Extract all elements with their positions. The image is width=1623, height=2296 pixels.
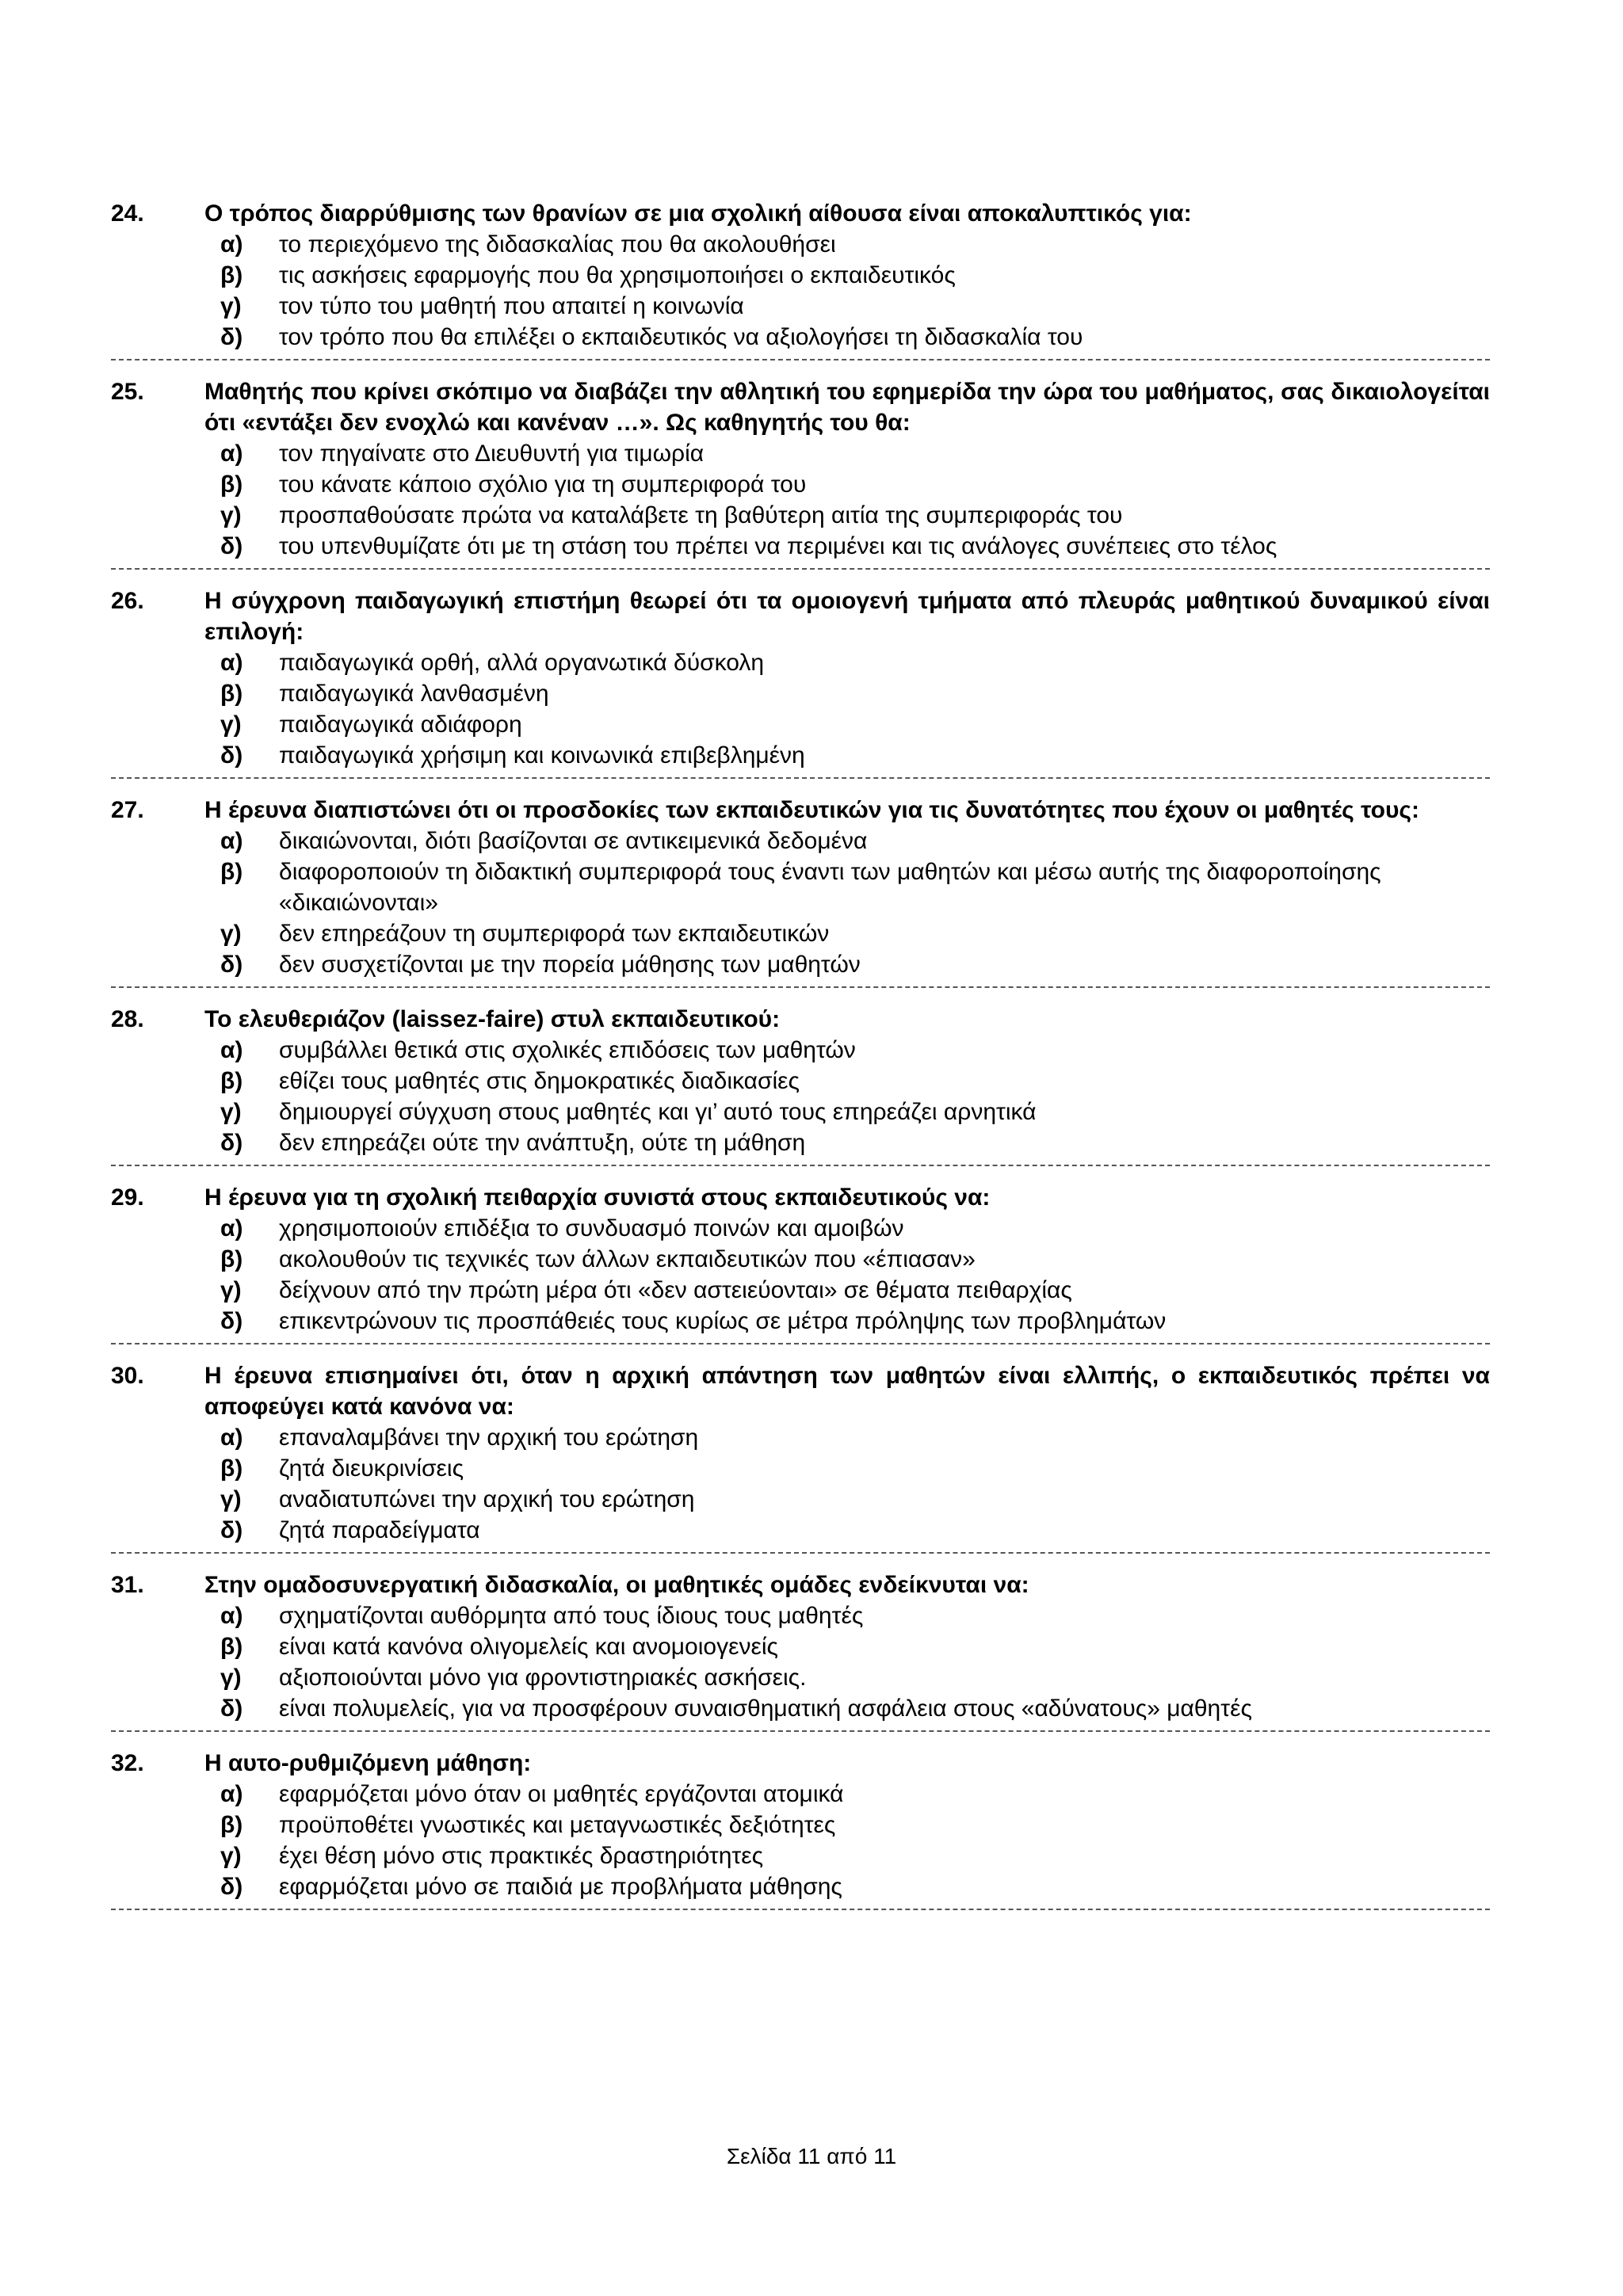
option-letter: α) — [220, 1037, 243, 1063]
option-text: το περιεχόμενο της διδασκαλίας που θα ακολουθήσει — [279, 231, 836, 257]
answer-option — [220, 500, 1490, 531]
option-letter: α) — [220, 441, 243, 467]
page-footer — [0, 2144, 1623, 2169]
question-number: 26. — [111, 588, 144, 614]
question-number: 30. — [111, 1363, 144, 1389]
option-letter: δ) — [220, 1308, 243, 1334]
question-block — [111, 372, 1490, 570]
option-letter: β) — [220, 1068, 243, 1094]
option-text: χρησιμοποιούν επιδέξια το συνδυασμό ποινών και αμοιβών — [279, 1215, 904, 1241]
option-letter: α) — [220, 828, 243, 854]
question-header — [111, 1748, 1490, 1779]
option-letter: γ) — [220, 1277, 242, 1303]
question-list — [111, 193, 1490, 1921]
option-text: ζητά παραδείγματα — [279, 1517, 480, 1543]
option-letter: α) — [220, 231, 243, 257]
option-letter: γ) — [220, 1486, 242, 1512]
question-block — [111, 1565, 1490, 1732]
option-text: τον πηγαίνατε στο Διευθυντή για τιμωρία — [279, 441, 705, 467]
option-letter: β) — [220, 1634, 243, 1660]
question-stem: Η σύγχρονη παιδαγωγική επιστήμη θεωρεί ότι τα ομοιογενή τμήματα από πλευράς μαθητικού δυναμικού είναι επιλογή: — [204, 588, 1490, 645]
option-letter: α) — [220, 1425, 243, 1451]
question-header — [111, 198, 1490, 229]
answer-option — [220, 1244, 1490, 1275]
option-letter: δ) — [220, 1695, 243, 1722]
option-text: εφαρμόζεται μόνο σε παιδιά με προβλήματα μάθησης — [279, 1874, 842, 1900]
option-letter: α) — [220, 1215, 243, 1241]
question-stem: Το ελευθεριάζον (laissez-faire) στυλ εκπαιδευτικού: — [204, 1006, 781, 1032]
question-block — [111, 790, 1490, 988]
answer-option — [220, 709, 1490, 740]
option-text: του κάνατε κάποιο σχόλιο για τη συμπεριφορά του — [279, 471, 807, 498]
option-text: τον τύπο του μαθητή που απαιτεί η κοινωνία — [279, 293, 744, 319]
option-letter: α) — [220, 1603, 243, 1629]
option-text: τις ασκήσεις εφαρμογής που θα χρησιμοποιήσει ο εκπαιδευτικός — [279, 262, 956, 288]
option-text: δεν επηρεάζει ούτε την ανάπτυξη, ούτε τη μάθηση — [279, 1130, 806, 1156]
question-block — [111, 1356, 1490, 1554]
answer-option — [220, 826, 1490, 856]
option-letter: β) — [220, 681, 243, 707]
option-text: έχει θέση μόνο στις πρακτικές δραστηριότητες — [279, 1843, 764, 1869]
question-block — [111, 193, 1490, 360]
question-number: 32. — [111, 1750, 144, 1776]
question-stem: Μαθητής που κρίνει σκόπιμο να διαβάζει την αθλητική του εφημερίδα την ώρα του μαθήματος, σας δικαιολογείται ότι «εντάξει δεν ενοχλώ και κανέναν …». Ως καθηγητής του θα: — [204, 379, 1490, 436]
option-letter: β) — [220, 859, 243, 885]
option-text: ακολουθούν τις τεχνικές των άλλων εκπαιδευτικών που «έπιασαν» — [279, 1246, 976, 1272]
option-letter: β) — [220, 1246, 243, 1272]
option-text: δεν επηρεάζουν τη συμπεριφορά των εκπαιδευτικών — [279, 921, 830, 947]
option-text: είναι κατά κανόνα ολιγομελείς και ανομοιογενείς — [279, 1634, 778, 1660]
option-letter: γ) — [220, 502, 242, 528]
question-number: 29. — [111, 1184, 144, 1211]
option-text: σχηματίζονται αυθόρμητα από τους ίδιους τους μαθητές — [279, 1603, 864, 1629]
option-letter: δ) — [220, 1130, 243, 1156]
question-stem: Η αυτο-ρυθμιζόμενη μάθηση: — [204, 1750, 532, 1776]
question-number: 25. — [111, 379, 144, 405]
option-text: συμβάλλει θετικά στις σχολικές επιδόσεις των μαθητών — [279, 1037, 856, 1063]
answer-option — [220, 1810, 1490, 1840]
question-number: 24. — [111, 200, 144, 227]
option-letter: α) — [220, 650, 243, 676]
option-letter: β) — [220, 471, 243, 498]
answer-option — [220, 1453, 1490, 1484]
option-letter: δ) — [220, 1874, 243, 1900]
answer-option — [220, 1631, 1490, 1662]
question-stem: Η έρευνα επισημαίνει ότι, όταν η αρχική απάντηση των μαθητών είναι ελλιπής, ο εκπαιδευτικός πρέπει να αποφεύγει κατά κανόνα να: — [204, 1363, 1490, 1420]
option-letter: γ) — [220, 1099, 242, 1125]
answer-option — [220, 1035, 1490, 1066]
answer-option — [220, 291, 1490, 322]
option-text: προϋποθέτει γνωστικές και μεταγνωστικές δεξιότητες — [279, 1812, 836, 1838]
option-letter: α) — [220, 1781, 243, 1807]
answer-option — [220, 1693, 1490, 1724]
option-text: αναδιατυπώνει την αρχική του ερώτηση — [279, 1486, 695, 1512]
option-letter: δ) — [220, 1517, 243, 1543]
question-stem: Η έρευνα για τη σχολική πειθαρχία συνιστά στους εκπαιδευτικούς να: — [204, 1184, 991, 1211]
question-block — [111, 581, 1490, 779]
option-text: παιδαγωγικά χρήσιμη και κοινωνικά επιβεβλημένη — [279, 742, 805, 769]
answer-option — [220, 531, 1490, 562]
question-header — [111, 1004, 1490, 1035]
option-text: προσπαθούσατε πρώτα να καταλάβετε τη βαθύτερη αιτία της συμπεριφοράς του — [279, 502, 1123, 528]
answer-option — [220, 1840, 1490, 1871]
option-text: παιδαγωγικά ορθή, αλλά οργανωτικά δύσκολη — [279, 650, 765, 676]
option-text: δικαιώνονται, διότι βασίζονται σε αντικειμενικά δεδομένα — [279, 828, 868, 854]
answer-option — [220, 1306, 1490, 1337]
option-text: παιδαγωγικά αδιάφορη — [279, 711, 522, 738]
answer-option — [220, 469, 1490, 500]
option-letter: γ) — [220, 1665, 242, 1691]
option-text: είναι πολυμελείς, για να προσφέρουν συναισθηματική ασφάλεια στους «αδύνατους» μαθητές — [279, 1695, 1252, 1722]
option-text: αξιοποιούνται μόνο για φροντιστηριακές ασκήσεις. — [279, 1665, 807, 1691]
option-letter: γ) — [220, 921, 242, 947]
question-stem: Στην ομαδοσυνεργατική διδασκαλία, οι μαθητικές ομάδες ενδείκνυται να: — [204, 1572, 1029, 1598]
answer-option — [220, 1275, 1490, 1306]
option-letter: γ) — [220, 711, 242, 738]
page-number-label: Σελίδα 11 από 11 — [726, 2144, 897, 2168]
question-block — [111, 1743, 1490, 1910]
option-letter: δ) — [220, 324, 243, 350]
answer-option — [220, 1213, 1490, 1244]
question-header — [111, 1569, 1490, 1600]
answer-option — [220, 856, 1490, 918]
option-letter: β) — [220, 1455, 243, 1482]
option-text: εθίζει τους μαθητές στις δημοκρατικές διαδικασίες — [279, 1068, 800, 1094]
question-block — [111, 1177, 1490, 1344]
answer-option — [220, 740, 1490, 771]
question-stem: Η έρευνα διαπιστώνει ότι οι προσδοκίες των εκπαιδευτικών για τις δυνατότητες που έχουν οι μαθητές τους: — [204, 797, 1420, 823]
answer-option — [220, 1662, 1490, 1693]
answer-option — [220, 1515, 1490, 1546]
option-text: επικεντρώνουν τις προσπάθειές τους κυρίως σε μέτρα πρόληψης των προβλημάτων — [279, 1308, 1167, 1334]
question-header — [111, 376, 1490, 438]
option-letter: β) — [220, 1812, 243, 1838]
option-text: του υπενθυμίζατε ότι με τη στάση του πρέπει να περιμένει και τις ανάλογες συνέπειες στο τέλος — [279, 533, 1277, 559]
answer-option — [220, 438, 1490, 469]
option-letter: β) — [220, 262, 243, 288]
question-header — [111, 795, 1490, 826]
answer-option — [220, 1097, 1490, 1127]
option-letter: δ) — [220, 533, 243, 559]
answer-option — [220, 1422, 1490, 1453]
answer-option — [220, 678, 1490, 709]
option-text: ζητά διευκρινίσεις — [279, 1455, 464, 1482]
answer-option — [220, 1871, 1490, 1902]
question-header — [111, 1182, 1490, 1213]
option-letter: γ) — [220, 293, 242, 319]
answer-option — [220, 1066, 1490, 1097]
option-text: επαναλαμβάνει την αρχική του ερώτηση — [279, 1425, 699, 1451]
option-letter: γ) — [220, 1843, 242, 1869]
question-stem: Ο τρόπος διαρρύθμισης των θρανίων σε μια σχολική αίθουσα είναι αποκαλυπτικός για: — [204, 200, 1192, 227]
answer-option — [220, 229, 1490, 260]
answer-option — [220, 1779, 1490, 1810]
option-text: δημιουργεί σύγχυση στους μαθητές και γι’ αυτό τους επηρεάζει αρνητικά — [279, 1099, 1037, 1125]
answer-option — [220, 918, 1490, 949]
answer-option — [220, 949, 1490, 980]
answer-option — [220, 1484, 1490, 1515]
option-letter: δ) — [220, 952, 243, 978]
answer-option — [220, 1127, 1490, 1158]
question-block — [111, 999, 1490, 1166]
answer-option — [220, 322, 1490, 353]
answer-option — [220, 260, 1490, 291]
option-text: εφαρμόζεται μόνο όταν οι μαθητές εργάζονται ατομικά — [279, 1781, 844, 1807]
question-number: 27. — [111, 797, 144, 823]
question-header — [111, 1360, 1490, 1422]
question-number: 31. — [111, 1572, 144, 1598]
option-letter: δ) — [220, 742, 243, 769]
option-text: παιδαγωγικά λανθασμένη — [279, 681, 549, 707]
option-text: δεν συσχετίζονται με την πορεία μάθησης των μαθητών — [279, 952, 861, 978]
question-number: 28. — [111, 1006, 144, 1032]
question-header — [111, 585, 1490, 647]
answer-option — [220, 1600, 1490, 1631]
answer-option — [220, 647, 1490, 678]
option-text: τον τρόπο που θα επιλέξει ο εκπαιδευτικός να αξιολογήσει τη διδασκαλία του — [279, 324, 1083, 350]
option-text: διαφοροποιούν τη διδακτική συμπεριφορά τους έναντι των μαθητών και μέσω αυτής της διαφοροποίησης «δικαιώνονται» — [279, 859, 1381, 916]
option-text: δείχνουν από την πρώτη μέρα ότι «δεν αστειεύονται» σε θέματα πειθαρχίας — [279, 1277, 1072, 1303]
